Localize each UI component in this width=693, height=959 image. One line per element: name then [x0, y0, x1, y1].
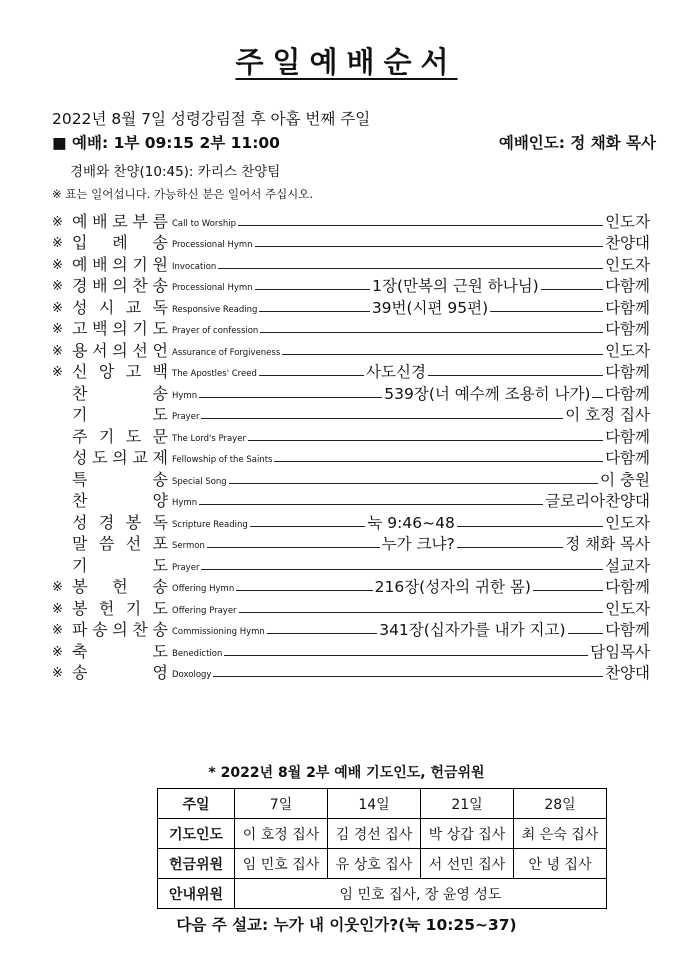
item-name: 송 영 — [72, 663, 168, 682]
item-name: 봉 헌 기 도 — [72, 598, 168, 618]
schedule-table — [157, 788, 607, 909]
list-item — [52, 318, 650, 340]
leader-line — [490, 311, 603, 312]
item-name: 경 배 의 찬 송 — [72, 276, 168, 295]
next-sermon: 다음 주 설교: 누가 내 이웃인가?(눅 10:25~37) — [176, 916, 517, 934]
item-detail: 누가 크냐? — [381, 535, 455, 553]
item-name: 성 시 교 독 — [72, 297, 168, 317]
item-name: 용 서 의 선 언 — [72, 340, 168, 360]
list-item — [52, 296, 650, 318]
leader-line — [213, 676, 603, 677]
leader-line — [239, 612, 604, 613]
leader-line — [236, 590, 372, 591]
item-leader: 다함께 — [605, 277, 650, 295]
leader-line — [224, 655, 588, 656]
list-item — [52, 662, 650, 684]
item-leader: 인도자 — [605, 212, 650, 231]
item-leader: 다함께 — [605, 621, 650, 639]
table-header-row — [158, 789, 607, 819]
item-leader: 글로리아찬양대 — [545, 492, 650, 510]
table-cell: 임 민호 집사 — [235, 849, 328, 879]
leader-line — [260, 332, 603, 333]
standing-note: ※ 표는 일어섭니다. 가능하신 분은 일어서 주십시오. — [52, 187, 314, 201]
standing-mark: ※ — [52, 666, 63, 681]
item-name: 신 앙 고 백 — [72, 362, 168, 381]
list-item — [52, 554, 650, 576]
item-english-name: Prayer — [172, 412, 200, 422]
item-english-name: Prayer — [172, 562, 200, 573]
item-leader: 인도자 — [605, 255, 650, 274]
item-detail: 사도신경 — [366, 363, 426, 381]
item-name: 특 송 — [72, 469, 168, 489]
list-item — [52, 253, 650, 275]
standing-mark: ※ — [52, 236, 63, 251]
item-english-name: Hymn — [172, 390, 198, 401]
item-leader: 담임목사 — [590, 642, 650, 661]
leader-line — [218, 268, 603, 269]
item-english-name: Processional Hymn — [172, 240, 253, 250]
leader-line — [592, 397, 603, 398]
item-detail: 216장(성자의 귀한 몸) — [374, 578, 531, 596]
item-leader: 다함께 — [605, 298, 650, 317]
item-leader: 설교자 — [605, 556, 650, 575]
leader-line — [274, 461, 603, 462]
service-times: ■ 예배: 1부 09:15 2부 11:00 — [52, 134, 280, 152]
leader-line — [259, 311, 369, 312]
table-row — [158, 849, 607, 879]
leader-line — [267, 633, 377, 634]
date-line: 2022년 8월 7일 성령강림절 후 아홉 번째 주일 — [52, 110, 371, 128]
item-english-name: Commissioning Hymn — [172, 627, 265, 637]
table-header-cell: 21일 — [421, 789, 514, 819]
leader-line — [282, 354, 603, 355]
item-english-name: Assurance of Forgiveness — [172, 347, 281, 358]
standing-mark: ※ — [52, 300, 63, 316]
item-name: 말 씀 선 포 — [72, 534, 168, 553]
table-cell: 김 경선 집사 — [328, 819, 421, 849]
item-english-name: Special Song — [172, 476, 227, 487]
table-header-cell: 14일 — [328, 789, 421, 819]
item-leader: 인도자 — [605, 513, 650, 532]
list-item — [52, 511, 650, 533]
table-row — [158, 879, 607, 909]
item-leader: 다함께 — [605, 427, 650, 446]
item-name: 예 배 로 부 름 — [72, 211, 168, 231]
item-detail: 39번(시편 95편) — [371, 298, 489, 317]
leader-line — [541, 289, 603, 290]
list-item — [52, 361, 650, 383]
item-english-name: The Apostles' Creed — [172, 369, 257, 379]
item-detail: 341장(십자가를 내가 지고) — [379, 621, 566, 639]
item-leader: 인도자 — [605, 341, 650, 360]
standing-mark: ※ — [52, 644, 63, 660]
leader-line — [533, 590, 603, 591]
table-cell: 최 은숙 집사 — [514, 819, 607, 849]
list-item — [52, 447, 650, 469]
item-english-name: Doxology — [172, 670, 212, 680]
item-english-name: Hymn — [172, 498, 198, 508]
row-label: 기도인도 — [158, 819, 235, 849]
standing-mark: ※ — [52, 365, 63, 380]
leader-line — [457, 547, 564, 548]
leader-line — [238, 225, 603, 226]
standing-mark: ※ — [52, 257, 63, 273]
list-item — [52, 597, 650, 619]
row-label: 헌금위원 — [158, 849, 235, 879]
item-english-name: Fellowship of the Saints — [172, 455, 273, 465]
item-name: 기 도 — [72, 555, 168, 575]
item-name: 예 배 의 기 원 — [72, 254, 168, 274]
item-name: 성 경 봉 독 — [72, 512, 168, 532]
table-header-cell: 7일 — [235, 789, 328, 819]
item-detail: 539장(너 예수께 조용히 나가) — [384, 384, 591, 403]
schedule-title: * 2022년 8월 2부 예배 기도인도, 헌금위원 — [208, 765, 485, 781]
item-english-name: Invocation — [172, 261, 217, 272]
leader-line — [250, 526, 366, 527]
item-leader: 인도자 — [605, 599, 650, 618]
leader-line — [568, 633, 604, 634]
item-leader: 이 충원 — [600, 470, 650, 489]
item-name: 찬 양 — [72, 491, 168, 510]
table-cell: 이 호정 집사 — [235, 819, 328, 849]
item-leader: 찬양대 — [605, 664, 650, 682]
leader-line — [428, 375, 603, 376]
standing-mark: ※ — [52, 623, 63, 638]
row-label: 안내위원 — [158, 879, 235, 909]
list-item — [52, 640, 650, 662]
list-item — [52, 468, 650, 490]
leader-line — [201, 569, 603, 570]
item-detail: 1장(만복의 근원 하나님) — [372, 277, 539, 295]
item-leader: 정 채화 목사 — [565, 535, 650, 553]
leader-line — [255, 289, 371, 290]
standing-mark: ※ — [52, 214, 63, 230]
leader-line — [207, 547, 380, 548]
list-item — [52, 382, 650, 404]
list-item — [52, 425, 650, 447]
list-item — [52, 339, 650, 361]
item-name: 봉 헌 송 — [72, 577, 168, 596]
item-english-name: Offering Prayer — [172, 605, 237, 616]
item-name: 주 기 도 문 — [72, 426, 168, 446]
item-name: 축 도 — [72, 641, 168, 661]
item-name: 성 도 의 교 제 — [72, 448, 168, 467]
list-item — [52, 275, 650, 297]
leader-line — [255, 246, 604, 247]
standing-mark: ※ — [52, 343, 63, 359]
item-english-name: Scripture Reading — [172, 519, 248, 530]
standing-mark: ※ — [52, 322, 63, 337]
order-of-service — [52, 210, 650, 683]
item-name: 파 송 의 찬 송 — [72, 620, 168, 639]
table-row — [158, 819, 607, 849]
table-cell: 안 녕 집사 — [514, 849, 607, 879]
worship-leader: 예배인도: 정 채화 목사 — [498, 134, 656, 152]
list-item — [52, 404, 650, 426]
item-leader: 다함께 — [605, 578, 650, 596]
leader-line — [248, 440, 603, 441]
item-leader: 다함께 — [605, 363, 650, 381]
item-name: 찬 송 — [72, 383, 168, 403]
list-item — [52, 576, 650, 598]
item-leader: 다함께 — [605, 320, 650, 338]
table-cell: 박 상갑 집사 — [421, 819, 514, 849]
usher-cell: 임 민호 집사, 장 윤영 성도 — [235, 879, 607, 909]
praise-line: 경배와 찬양(10:45): 카리스 찬양팀 — [70, 164, 281, 180]
list-item — [52, 232, 650, 254]
item-english-name: Call to Worship — [172, 218, 236, 229]
item-name: 입 례 송 — [72, 233, 168, 252]
item-english-name: Benediction — [172, 648, 223, 659]
table-header-cell: 주일 — [158, 789, 235, 819]
item-english-name: Responsive Reading — [172, 304, 258, 315]
leader-line — [457, 526, 603, 527]
list-item — [52, 619, 650, 641]
service-times-row — [52, 131, 656, 153]
table-cell: 서 선민 집사 — [421, 849, 514, 879]
table-cell: 유 상호 집사 — [328, 849, 421, 879]
list-item — [52, 533, 650, 555]
item-name: 기 도 — [72, 405, 168, 424]
item-english-name: Offering Hymn — [172, 584, 235, 594]
item-leader: 다함께 — [605, 449, 650, 467]
item-english-name: Sermon — [172, 541, 205, 551]
leader-line — [199, 397, 382, 398]
list-item — [52, 490, 650, 512]
standing-mark: ※ — [52, 580, 63, 595]
standing-mark: ※ — [52, 279, 63, 294]
item-leader: 찬양대 — [605, 234, 650, 252]
list-item — [52, 210, 650, 232]
item-detail: 눅 9:46~48 — [367, 513, 455, 532]
item-leader: 이 호정 집사 — [565, 406, 650, 424]
leader-line — [199, 504, 543, 505]
item-name: 고 백 의 기 도 — [72, 319, 168, 338]
leader-line — [201, 418, 563, 419]
item-leader: 다함께 — [605, 384, 650, 403]
table-header-cell: 28일 — [514, 789, 607, 819]
standing-mark: ※ — [52, 601, 63, 617]
item-english-name: Processional Hymn — [172, 283, 253, 293]
item-english-name: Prayer of confession — [172, 326, 259, 336]
leader-line — [259, 375, 364, 376]
item-english-name: The Lord's Prayer — [172, 433, 246, 444]
page-title: 주일예배순서 — [235, 45, 458, 79]
leader-line — [229, 483, 598, 484]
